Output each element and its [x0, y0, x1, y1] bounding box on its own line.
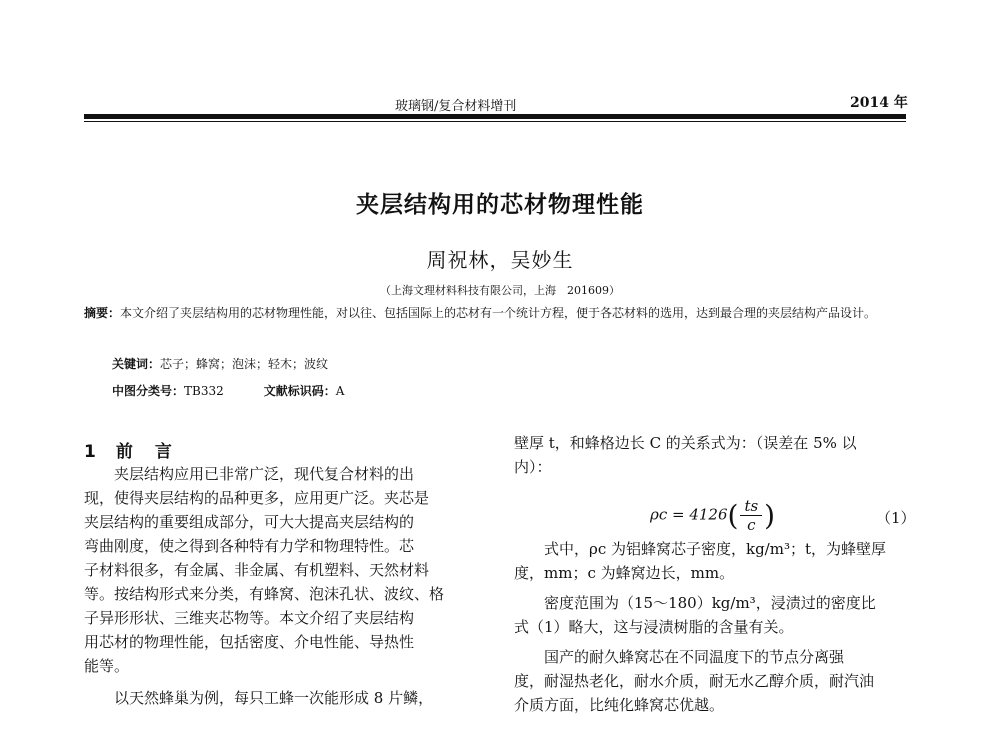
equation-lhs: ρc = 4126 — [650, 505, 728, 524]
doc-code-value: A — [335, 384, 345, 398]
text-line: 国产的耐久蜂窝芯在不同温度下的节点分离强 — [544, 648, 845, 666]
text-line: 弯曲刚度，使之得到各种特有力学和物理特性。芯 — [84, 537, 415, 555]
text-line: 夹层结构的重要组成部分，可大大提高夹层结构的 — [84, 513, 415, 531]
equation-number: （1） — [876, 509, 916, 527]
text-line: 式中，ρc 为铝蜂窝芯子密度，kg/m³；t，为蜂壁厚 — [544, 540, 886, 558]
keywords-label: 关键词： — [112, 357, 161, 371]
left-paragraph-1 — [84, 462, 494, 678]
header-rule-thick — [84, 114, 906, 119]
section-title: 前言 — [115, 442, 194, 462]
clc-value: TB332 — [184, 384, 224, 398]
left-paragraph-2 — [84, 686, 494, 710]
text-line: 内）： — [514, 458, 552, 476]
text-line: 度，耐湿热老化，耐水介质，耐无水乙醇介质，耐汽油 — [514, 672, 875, 690]
text-line: 子材料很多，有金属、非金属、有机塑料、天然材料 — [84, 561, 430, 579]
right-density — [514, 591, 909, 639]
abstract — [84, 303, 906, 324]
fraction — [740, 497, 762, 534]
text-line: 现，使得夹层结构的品种更多，应用更广泛。夹芯是 — [84, 489, 430, 507]
clc-label: 中图分类号： — [112, 384, 185, 398]
fraction-denominator: c — [747, 516, 756, 534]
classification-line — [112, 382, 344, 399]
authors: 周祝林，吴妙生 — [426, 248, 574, 272]
abstract-text: 本文介绍了夹层结构用的芯材物理性能，对以往、包括国际上的芯材有一个统计方程，便于各芯材料的选用，达到最合理的夹层结构产品设计。 — [120, 306, 877, 320]
affiliation: （上海文理材料科技有限公司，上海 201609） — [380, 284, 620, 297]
text-line: 密度范围为（15～180）kg/m³，浸渍过的密度比 — [544, 594, 876, 612]
section-heading — [84, 437, 194, 462]
header-rule-thin — [84, 121, 906, 122]
paper-title: 夹层结构用的芯材物理性能 — [356, 192, 644, 218]
text-line: 以天然蜂巢为例，每只工蜂一次能形成 8 片鳞， — [114, 689, 434, 707]
text-line: 壁厚 t，和蜂格边长 C 的关系式为：（误差在 5% 以 — [514, 434, 857, 452]
abstract-label: 摘要： — [84, 306, 121, 320]
text-line: 用芯材的物理性能，包括密度、介电性能、导热性 — [84, 633, 415, 651]
equation-1 — [650, 497, 775, 534]
left-column — [84, 462, 494, 718]
keywords-text: 芯子；蜂窝；泡沫；轻木；波纹 — [160, 357, 329, 371]
fraction-numerator: ts — [740, 497, 762, 516]
keywords — [112, 355, 328, 372]
journal-name: 玻璃钢/复合材料增刊 — [395, 99, 517, 114]
left-paren: ( — [727, 499, 739, 532]
right-intro — [514, 431, 909, 479]
right-column — [514, 431, 909, 717]
text-line: 能等。 — [84, 657, 130, 675]
text-line: 等。按结构形式来分类，有蜂窝、泡沫孔状、波纹、格 — [84, 585, 445, 603]
doc-code-label: 文献标识码： — [263, 384, 336, 398]
text-line: 子异形形状、三维夹芯物等。本文介绍了夹层结构 — [84, 609, 415, 627]
section-number: 1 — [84, 442, 96, 462]
right-domestic — [514, 645, 909, 717]
journal-year: 2014 年 — [850, 95, 908, 111]
text-line: 度，mm；c 为蜂窝边长，mm。 — [514, 564, 735, 582]
text-line: 夹层结构应用已非常广泛，现代复合材料的出 — [114, 465, 415, 483]
right-paren: ) — [764, 499, 776, 532]
text-line: 介质方面，比纯化蜂窝芯优越。 — [514, 696, 725, 714]
text-line: 式（1）略大，这与浸渍树脂的含量有关。 — [514, 618, 794, 636]
right-explain — [514, 537, 909, 585]
